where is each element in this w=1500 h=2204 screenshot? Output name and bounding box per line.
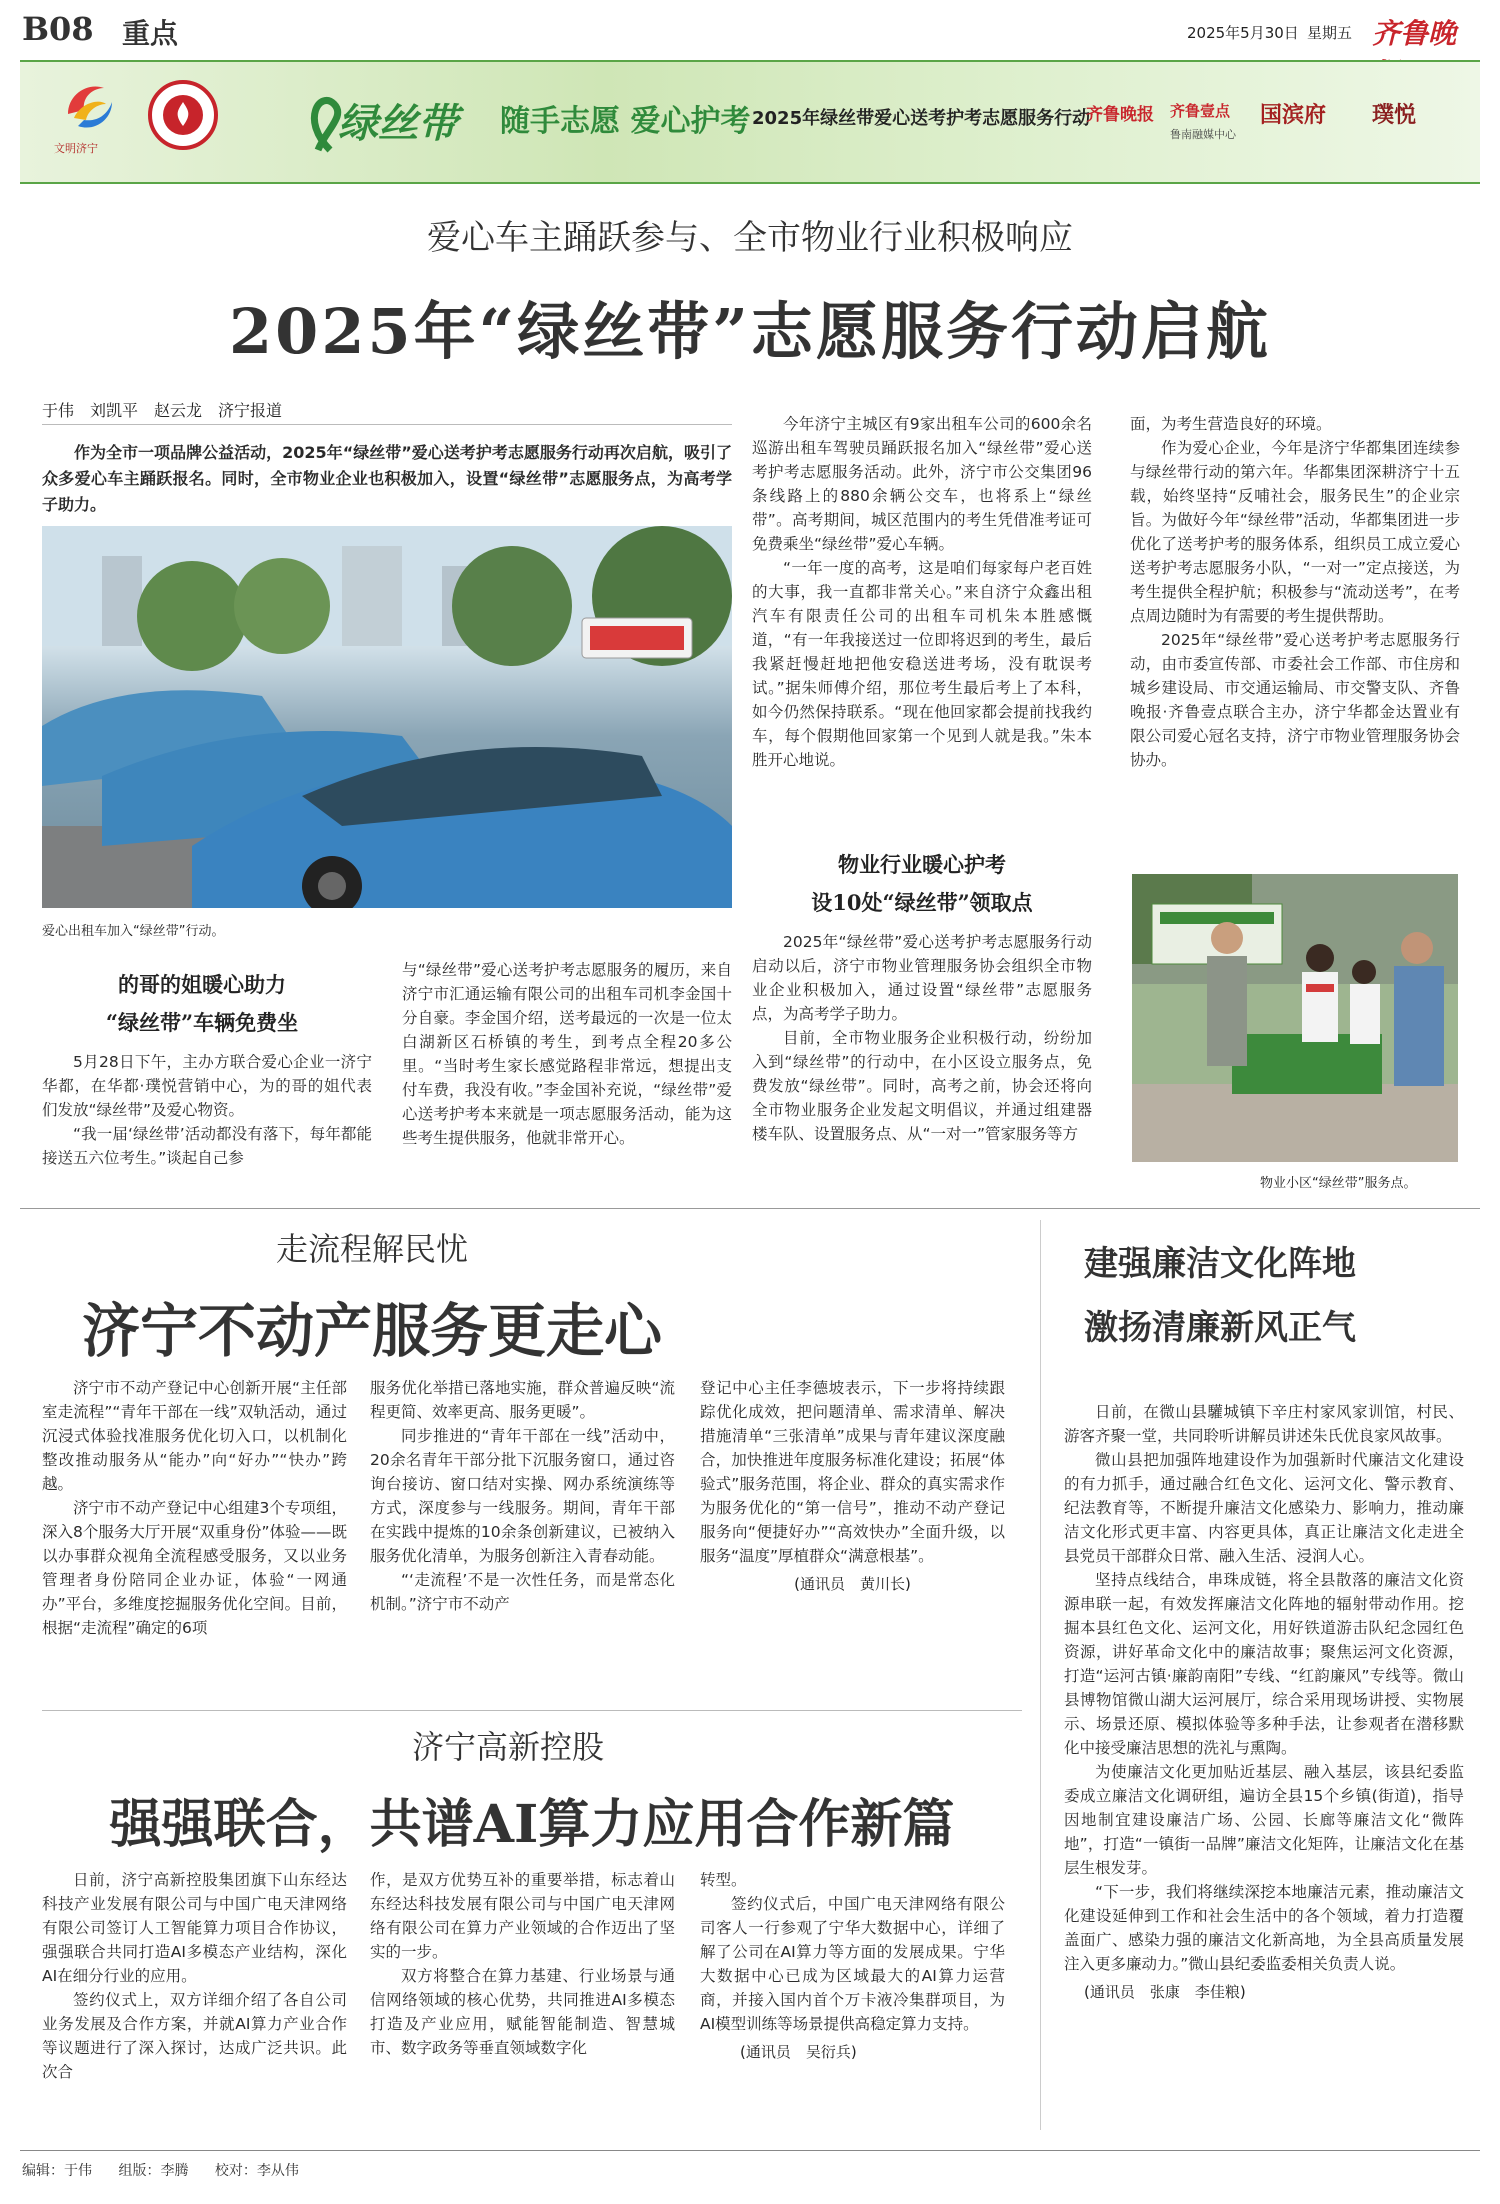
lead-intro-text: 作为全市一项品牌公益活动，2025年“绿丝带”爱心送考护考志愿服务行动再次启航，吸引了众多爱心车主踊跃报名。同时，全市物业企业也积极加入，设置“绿丝带”志愿服务点，为高考学子助力。 [42,443,732,514]
article3-col1-p1: 日前，济宁高新控股集团旗下山东经达科技产业发展有限公司与中国广电天津网络有限公司签订人工智能算力项目合作协议，强强联合共同打造AI多模态产业结构，深化AI在细分行业的应用。 [42,1871,347,1985]
footer-layout: 组版：李腾 [118,2163,189,2179]
service-point-caption: 物业小区“绿丝带”服务点。 [1260,1176,1417,1191]
taxi-illustration [42,526,732,908]
article2-col3 [700,1376,1005,1596]
byline-rule [42,424,732,425]
lead-col1-p2: “我一届‘绿丝带’活动都没有落下，每年都能接送五六位考生。”谈起自己参 [42,1125,372,1167]
lead-col1-p1: 5月28日下午，主办方联合爱心企业一济宁华都，在华都·璞悦营销中心，为的哥的姐代表们发放“绿丝带”及爱心物资。 [42,1053,372,1119]
lead-col3 [752,412,1092,772]
article3-headline: 强强联合，共谱AI算力应用合作新篇 [109,1794,955,1855]
taxi-photo [42,526,732,908]
lead-col1 [42,1050,372,1170]
sponsor-puyue: 璞悦 [1372,102,1417,128]
banner-event: 2025年绿丝带爱心送考护考志愿服务行动 [752,108,1091,129]
lead-kicker: 爱心车主踊跃参与、全市物业行业积极响应 [427,218,1073,258]
lead-col4-p3: 2025年“绿丝带”爱心送考护考志愿服务行动，由市委宣传部、市委社会工作部、市住房和城乡建设局、市交通运输局、市交警支队、齐鲁晚报·齐鲁壹点联合主办，济宁华都金达置业有限公司爱心冠名支持，济宁市物业管理服务协会协办。 [1130,631,1460,769]
lead-col3b [752,930,1092,1146]
lead-subhead-2-line1: 物业行业暖心护考 [838,852,1006,877]
article2-col1-p1: 济宁市不动产登记中心创新开展“主任部室走流程”“青年干部在一线”双轨活动，通过沉浸式体验找准服务优化切入口，以机制化整改推动服务从“能办”向“好办”“快办”跨越。 [42,1379,347,1493]
column-divider [1040,1220,1041,2130]
article4-p2: 微山县把加强阵地建设作为加强新时代廉洁文化建设的有力抓手，通过融合红色文化、运河文化、警示教育、纪法教育等，不断提升廉洁文化感染力、影响力，推动廉洁文化形式更丰富、内容更具体，真正让廉洁文化走进全县党员干部群众日常、融入生活、浸润人心。 [1064,1451,1464,1565]
article4-headline-line2: 激扬清廉新风正气 [1084,1308,1356,1348]
ribbon-title: 绿丝带 [338,100,458,147]
sponsor-qilu: 齐鲁晚报 [1086,105,1154,125]
article2-col1-p2: 济宁市不动产登记中心组建3个专项组，深入8个服务大厅开展“双重身份”体验——既以办事群众视角全流程感受服务，又以业务管理者身份陪同企业办证，体验“一网通办”平台，多维度挖掘服务优化空间。目前，根据“走流程”确定的6项 [42,1499,347,1637]
article3-col3-p1: 转型。 [700,1871,747,1889]
lead-subhead-1 [42,966,362,1042]
paper-logo: 齐鲁晚 [1372,17,1457,50]
footer [22,2160,299,2180]
page-number: B08 [22,10,94,48]
section-divider-2 [42,1710,1022,1711]
sponsor-guobinfu: 国滨府 [1260,102,1327,128]
article4-headline-line1: 建强廉洁文化阵地 [1084,1244,1356,1284]
article3-col2-p2: 双方将整合在算力基建、行业场景与通信网络领域的核心优势，共同推进AI多模态打造及产业应用，赋能智能制造、智慧城市、数字政务等垂直领域数字化 [370,1967,675,2057]
footer-editor: 编辑：于伟 [22,2163,92,2179]
article2-col2-p2: 同步推进的“青年干部在一线”活动中，20余名青年干部分批下沉服务窗口，通过咨询台接访、窗口结对实操、网办系统演练等方式，深度参与一线服务。期间，青年干部在实践中提炼的10余条创新建议，已被纳入服务优化清单，为服务创新注入青春动能。 [370,1427,675,1565]
article4-p5: “下一步，我们将继续深挖本地廉洁元素，推动廉洁文化建设延伸到工作和社会生活中的各个领域，着力打造覆盖面广、感染力强的廉洁文化新高地，为全县高质量发展注入更多廉动力。”微山县纪委监委相关负责人说。 [1064,1883,1464,1973]
lead-headline: 2025年“绿丝带”志愿服务行动启航 [229,295,1271,368]
lead-col2-p1: 与“绿丝带”爱心送考护考志愿服务的履历，来自济宁市汇通运输有限公司的出租车司机李金国十分自豪。李金国介绍，送考最远的一次是一位太白湖新区石桥镇的考生，到考点全程20多公里。“当时考生家长感觉路程非常远，想提出支付车费，我没有收。”李金国补充说，“绿丝带”爱心送考护考本来就是一项志愿服务活动，能为这些考生提供服务，他就非常开心。 [402,961,732,1147]
banner-ribbon [290,80,470,160]
volunteer-emblem-icon [148,80,218,150]
article2-kicker: 走流程解民忧 [275,1230,468,1268]
taxi-photo-caption: 爱心出租车加入“绿丝带”行动。 [42,924,225,939]
article3-col1 [42,1868,347,2084]
lead-col3b-p2: 目前，全市物业服务企业积极行动，纷纷加入到“绿丝带”的行动中，在小区设立服务点，免费发放“绿丝带”。同时，高考之前，协会还将向全市物业服务企业发起文明倡议，并通过组建器楼车队、设置服务点、从“一对一”管家服务等方 [752,1029,1092,1143]
lead-col4-p2: 作为爱心企业，今年是济宁华都集团连续参与绿丝带行动的第六年。华都集团深耕济宁十五载，始终坚持“反哺社会，服务民生”的企业宗旨。为做好今年“绿丝带”活动，华都集团进一步优化了送考护考的服务体系，组织员工成立爱心送考护考志愿服务小队，“一对一”定点接送，为考生提供全程护航；积极参与“流动送考”，在考点周边随时为有需要的考生提供帮助。 [1130,439,1460,625]
issue-weekday: 星期五 [1307,24,1353,42]
service-point-illustration [1132,874,1458,1162]
article2-byline: (通讯员 黄川长) [794,1575,911,1593]
lead-intro [42,440,732,518]
article2-col2 [370,1376,675,1616]
lead-byline: 于伟 刘凯平 赵云龙 济宁报道 [42,401,283,420]
article4-byline: (通讯员 张康 李佳粮) [1084,1983,1246,2001]
lead-col4 [1130,412,1460,772]
article2-col3-p1: 登记中心主任李德坡表示，下一步将持续跟踪优化成效，把问题清单、需求清单、解决措施清单“三张清单”成果与青年建议深度融合，加快推进年度服务标准化建设；拓展“体验式”服务范围，将企业、群众的真实需求作为服务优化的“第一信号”，推动不动产登记服务向“便捷好办”“高效快办”全面升级，以服务“温度”厚植群众“满意根基”。 [700,1379,1005,1565]
article3-col2-p1: 作，是双方优势互补的重要举措，标志着山东经达科技发展有限公司与中国广电天津网络有限公司在算力产业领域的合作迈出了坚实的一步。 [370,1871,675,1961]
section-name: 重点 [122,17,179,50]
logo1-text: 文明济宁 [54,142,98,155]
event-banner [20,60,1480,184]
article4-body [1064,1400,1464,2004]
article2-headline: 济宁不动产服务更走心 [81,1297,662,1365]
lead-col3-p2: “一年一度的高考，这是咱们每家每户老百姓的大事，我一直都非常关心。”来自济宁众鑫出租汽车有限责任公司的出租车司机朱本胜感慨道，“有一年我接送过一位即将迟到的考生，最后我紧赶慢赶地把他安稳送进考场，没有耽误考试。”据朱师傅介绍，那位考生最后考上了本科，如今仍然保持联系。“现在他回家都会提前找我约车，每个假期他回家第一个见到人就是我。”朱本胜开心地说。 [752,559,1092,769]
sponsor-lunan: 鲁南融媒中心 [1170,128,1236,141]
footer-rule [20,2150,1480,2151]
article4-p4: 为使廉洁文化更加贴近基层、融入基层，该县纪委监委成立廉洁文化调研组，遍访全县15个乡镇(街道)，指导因地制宜建设廉洁广场、公园、长廊等廉洁文化“微阵地”，打造“一镇街一品牌”廉洁文化矩阵，让廉洁文化在基层生根发芽。 [1064,1763,1464,1877]
article3-byline: (通讯员 吴衍兵) [740,2043,857,2061]
article4-p3: 坚持点线结合，串珠成链，将全县散落的廉洁文化资源串联一起，有效发挥廉洁文化阵地的辐射带动作用。挖掘本县红色文化、运河文化，用好铁道游击队纪念园红色资源，讲好革命文化中的廉洁故事；聚焦运河文化资源，打造“运河古镇·廉韵南阳”专线、“红韵廉风”专线等。微山县博物馆微山湖大运河展厅，综合采用现场讲授、实物展示、场景还原、模拟体验等多种手法，让参观者在潜移默化中接受廉洁思想的洗礼与熏陶。 [1064,1571,1464,1757]
banner-slogan: 随手志愿 爱心护考 [500,104,751,139]
article2-col2-p3: “‘走流程’不是一次性任务，而是常态化机制。”济宁市不动产 [370,1571,675,1613]
lead-col3b-p1: 2025年“绿丝带”爱心送考护考志愿服务行动启动以后，济宁市物业管理服务协会组织全市物业企业积极加入，通过设置“绿丝带”志愿服务点，为高考学子助力。 [752,933,1092,1023]
lead-subhead-2 [752,846,1092,922]
article3-col3 [700,1868,1005,2064]
footer-proof: 校对：李从伟 [214,2163,299,2179]
article4-p1: 日前，在微山县驩城镇下辛庄村家风家训馆，村民、游客齐聚一堂，共同聆听讲解员讲述朱氏优良家风故事。 [1064,1403,1464,1445]
lead-col3-p1: 今年济宁主城区有9家出租车公司的600余名巡游出租车驾驶员踊跃报名加入“绿丝带”爱心送考护考志愿服务活动。此外，济宁市公交集团96条线路上的880余辆公交车，也将系上“绿丝带”。高考期间，城区范围内的考生凭借准考证可免费乘坐“绿丝带”爱心车辆。 [752,415,1092,553]
civilized-jining-logo [54,74,122,158]
issue-date: 2025年5月30日 [1187,24,1299,42]
sponsor-yidian: 齐鲁壹点 [1170,102,1231,120]
article2-col2-p1: 服务优化举措已落地实施，群众普遍反映“流程更简、效率更高、服务更暖”。 [370,1379,675,1421]
lead-subhead-2-line2: 设10处“绿丝带”领取点 [811,890,1033,915]
article3-kicker: 济宁高新控股 [412,1728,605,1766]
lead-col4-p1: 面，为考生营造良好的环境。 [1130,415,1332,433]
article3-col2 [370,1868,675,2060]
lead-subhead-1-line1: 的哥的姐暖心助力 [118,972,286,997]
article3-col1-p2: 签约仪式上，双方详细介绍了各自公司业务发展及合作方案，并就AI算力产业合作等议题进行了深入探讨，达成广泛共识。此次合 [42,1991,347,2081]
section-divider-1 [20,1208,1480,1209]
article2-col1 [42,1376,347,1640]
service-point-photo [1132,874,1458,1162]
article4-headline [1064,1232,1464,1360]
lead-col2 [402,958,732,1150]
masthead [22,8,1478,52]
article3-col3-p2: 签约仪式后，中国广电天津网络有限公司客人一行参观了宁华大数据中心，详细了解了公司在AI算力等方面的发展成果。宁华大数据中心已成为区域最大的AI算力运营商，并接入国内首个万卡液冷集群项目，为AI模型训练等场景提供高稳定算力支持。 [700,1895,1005,2033]
lead-subhead-1-line2: “绿丝带”车辆免费坐 [105,1010,299,1035]
swirl-logo-icon [58,74,122,138]
